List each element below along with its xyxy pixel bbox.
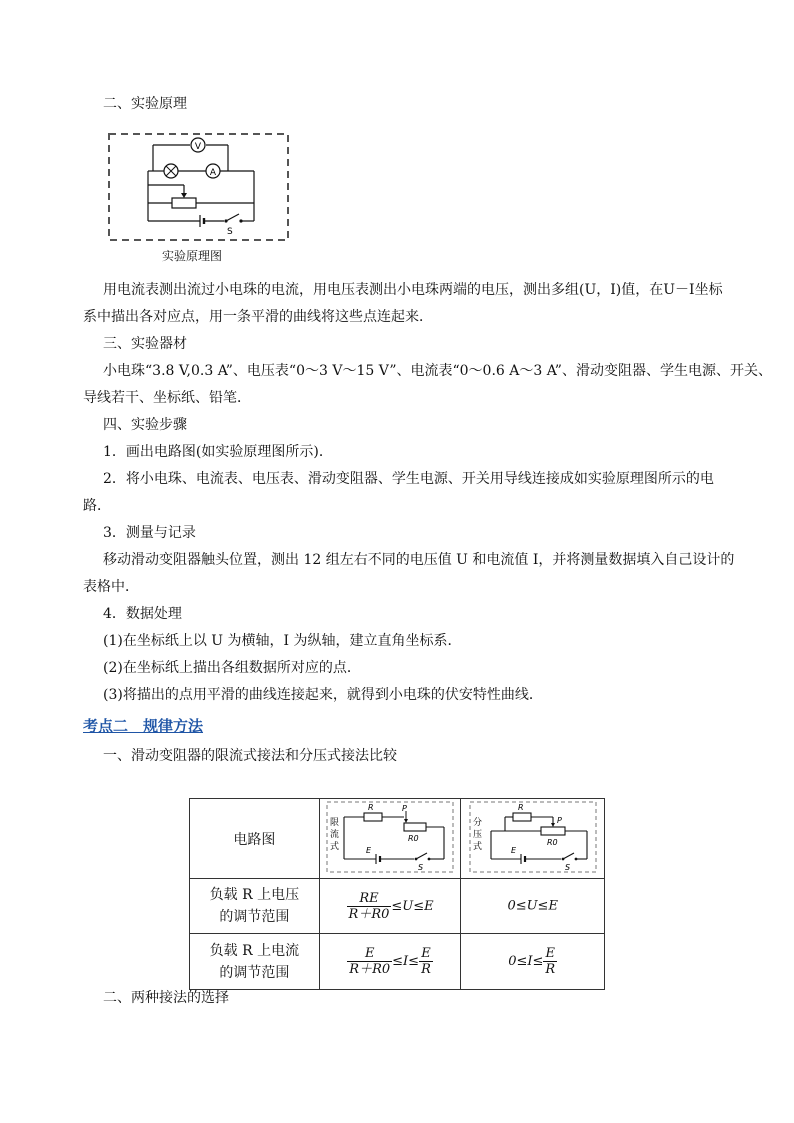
divider-current-inequality: 0≤I≤ (508, 954, 544, 969)
equipment-line1: 小电珠“3.8 V,0.3 A”、电压表“0～3 V～15 V”、电流表“0～0.6 A～3 A”、滑动变阻器、学生电源、开关、 (103, 363, 772, 379)
row-label-voltage (190, 879, 320, 934)
rheostat-icon (172, 198, 196, 208)
switch-icon (416, 853, 427, 859)
limit-current-range (319, 934, 461, 990)
divider-label-P: P (556, 815, 562, 825)
selection-subheading: 二、两种接法的选择 (103, 990, 229, 1006)
section-heading-principle: 二、实验原理 (103, 96, 187, 112)
principle-paragraph-line1: 用电流表测出流过小电珠的电流，用电压表测出小电珠两端的电压，测出多组(U，I)值，在U－I坐标 (103, 282, 723, 298)
step-3-line2: 表格中． (83, 579, 139, 595)
row-label-current-b: 的调节范围 (219, 964, 290, 981)
svg-text:压: 压 (472, 829, 482, 840)
row-label-voltage-b: 的调节范围 (219, 909, 290, 925)
fraction-denominator: R (421, 962, 431, 977)
limit-current-fraction-1 (347, 946, 392, 977)
limit-label-E: E (366, 845, 372, 855)
section-heading-steps: 四、实验步骤 (103, 417, 187, 433)
fraction-numerator: RE (347, 891, 392, 907)
switch-label: S (227, 227, 233, 237)
divider-current-fraction (543, 946, 557, 977)
switch-icon (226, 214, 239, 221)
divider-voltage-text: 0≤U≤E (507, 898, 558, 914)
limit-voltage-inequality: ≤U≤E (391, 898, 434, 914)
divider-circuit-diagram (469, 801, 597, 873)
table-row (190, 934, 605, 990)
step-1: 1．画出电路图(如实验原理图所示)． (103, 444, 333, 460)
limit-label-R: R (368, 802, 374, 812)
comparison-subheading: 一、滑动变阻器的限流式接法和分压式接法比较 (103, 748, 397, 764)
limit-voltage-fraction (347, 891, 392, 922)
row-label-voltage-a: 负载 R 上电压 (209, 887, 300, 903)
ammeter-label: A (209, 168, 217, 178)
divider-label-R: R (517, 802, 524, 812)
limit-circuit-cell (319, 799, 461, 879)
row-label-current-a: 负载 R 上电流 (209, 942, 300, 959)
fraction-denominator: R＋R0 (348, 906, 390, 922)
rheostat-icon (404, 823, 426, 831)
fraction-numerator: E (543, 946, 557, 962)
principle-paragraph-line2: 系中描出各对应点，用一条平滑的曲线将这些点连起来． (83, 309, 433, 325)
table-row (190, 879, 605, 934)
svg-text:式: 式 (472, 841, 482, 852)
fraction-numerator: E (419, 946, 433, 962)
svg-text:分: 分 (472, 817, 482, 828)
svg-text:式: 式 (330, 841, 340, 852)
divider-circuit-cell (461, 799, 605, 879)
limit-current-inequality: ≤I≤ (392, 954, 420, 969)
table-row (190, 799, 605, 879)
step-2-line1: 2．将小电珠、电流表、电压表、滑动变阻器、学生电源、开关用导线连接成如实验原理图所示的电 (103, 471, 714, 487)
voltmeter-label: V (194, 142, 202, 152)
step-4-item-3: (3)将描出的点用平滑的曲线连接起来，就得到小电珠的伏安特性曲线． (103, 687, 543, 703)
step-3-title: 3．测量与记录 (103, 525, 196, 541)
limit-label-S: S (418, 862, 424, 872)
fraction-denominator: R (545, 962, 556, 977)
section-heading-equipment: 三、实验器材 (103, 336, 187, 352)
switch-icon (563, 853, 574, 859)
limit-current-fraction-2 (419, 946, 433, 977)
experiment-circuit-diagram (108, 133, 290, 243)
step-3-line1: 移动滑动变阻器触头位置，测出 12 组左右不同的电压值 U 和电流值 I，并将测量数据填入自己设计的 (103, 552, 735, 568)
fraction-numerator: E (347, 946, 392, 962)
row-label-current (190, 934, 320, 990)
comparison-table (189, 798, 605, 990)
step-4-item-2: (2)在坐标纸上描出各组数据所对应的点． (103, 660, 361, 676)
divider-voltage-range (461, 879, 605, 934)
step-4-item-1: (1)在坐标纸上以 U 为横轴，I 为纵轴，建立直角坐标系． (103, 633, 462, 649)
limit-voltage-range (319, 879, 461, 934)
load-resistor-icon (364, 813, 382, 821)
divider-current-range (461, 934, 605, 990)
svg-text:限: 限 (330, 817, 340, 828)
limit-label-P: P (402, 803, 407, 813)
step-4-title: 4．数据处理 (103, 606, 182, 622)
limit-circuit-diagram (326, 801, 454, 873)
limit-label-R0: R0 (408, 833, 419, 843)
rheostat-icon (541, 827, 565, 835)
equipment-line2: 导线若干、坐标纸、铅笔． (83, 390, 251, 406)
svg-text:流: 流 (330, 829, 340, 840)
divider-label-S: S (564, 862, 570, 872)
kaodian-title: 考点二 规律方法 (83, 717, 204, 735)
divider-label-E: E (510, 845, 516, 855)
divider-label-R0: R0 (546, 837, 558, 847)
row-label-circuit: 电路图 (190, 799, 320, 879)
figure-caption: 实验原理图 (162, 249, 223, 263)
fraction-denominator: R＋R0 (349, 962, 391, 977)
load-resistor-icon (513, 813, 531, 821)
step-2-line2: 路． (83, 498, 111, 514)
